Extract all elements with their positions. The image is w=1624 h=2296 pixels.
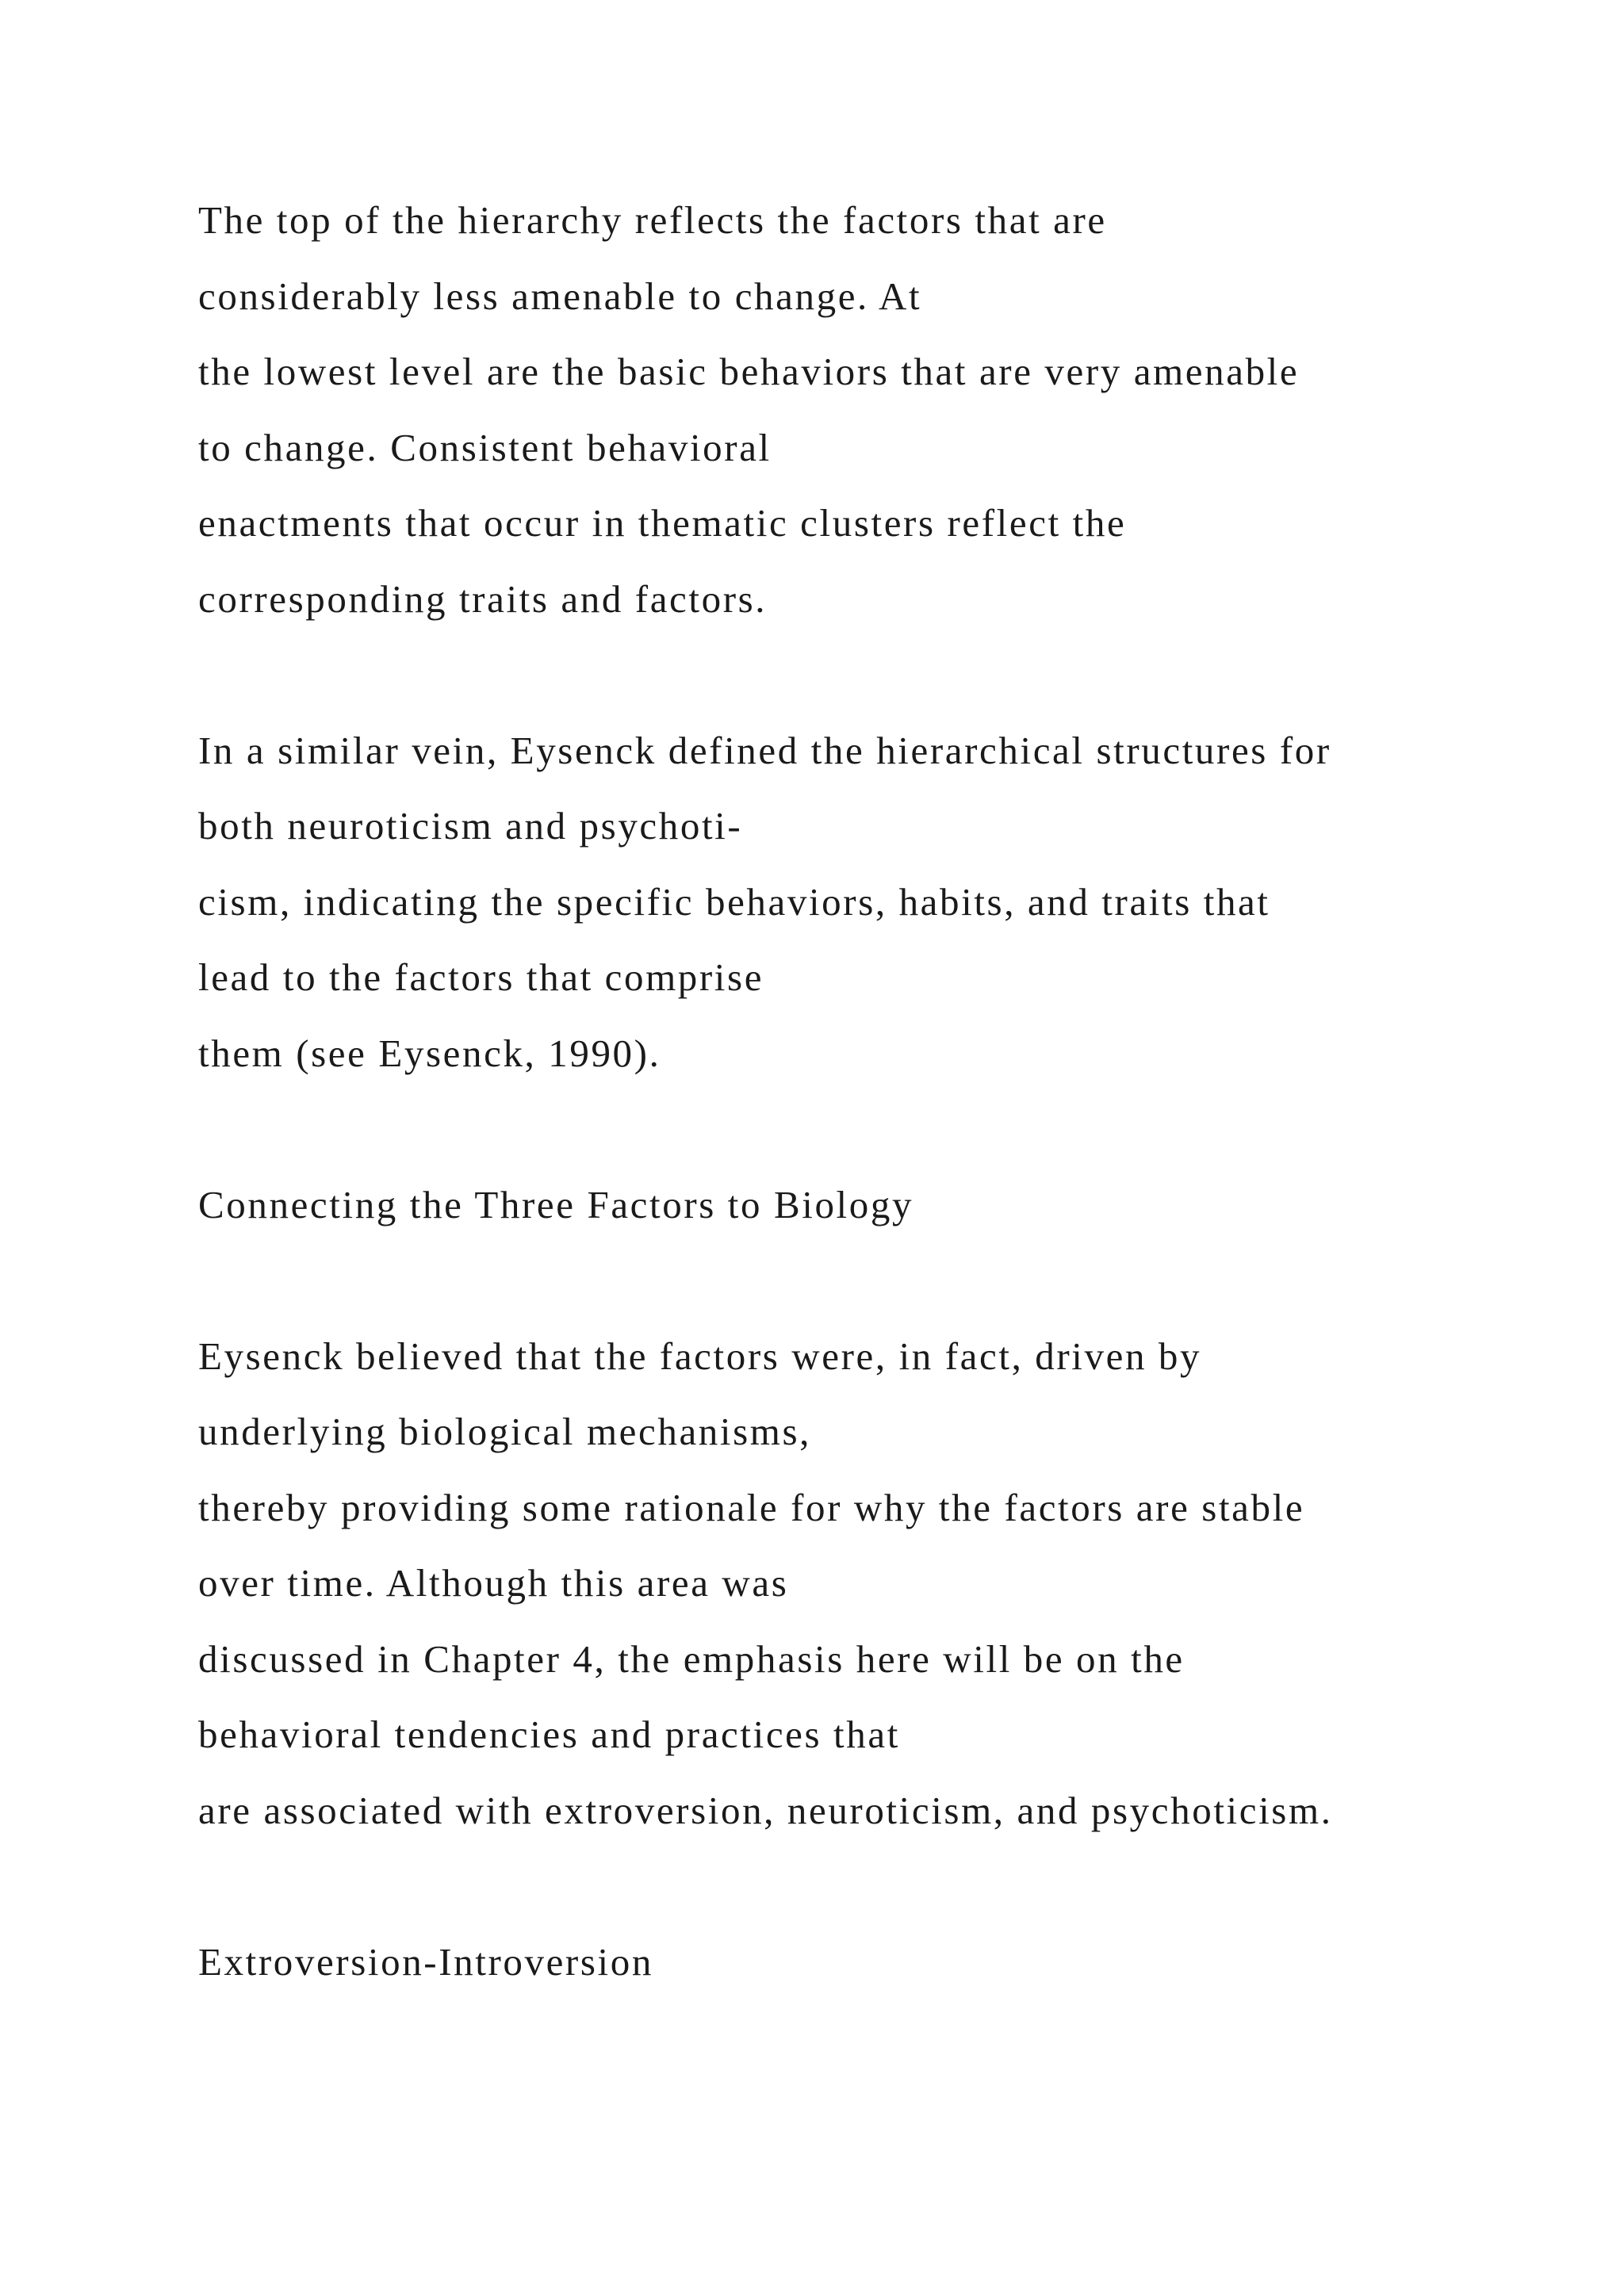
text-line: underlying biological mechanisms, [198, 1410, 812, 1453]
text-line: considerably less amenable to change. At [198, 274, 922, 318]
text-line: In a similar vein, Eysenck defined the hierarchical structures for [198, 728, 1331, 772]
paragraph-eysenck-hierarchical [198, 713, 1546, 1092]
text-line: Eysenck believed that the factors were, in fact, driven by [198, 1334, 1202, 1378]
text-line: are associated with extroversion, neuroticism, and psychoticism. [198, 1788, 1333, 1832]
text-line: discussed in Chapter 4, the emphasis here will be on the [198, 1636, 1185, 1681]
text-line: thereby providing some rationale for why the factors are stable [198, 1485, 1305, 1529]
paragraph-hierarchy-top [198, 182, 1546, 637]
paragraph-gap [198, 1848, 1546, 1924]
text-line: the lowest level are the basic behaviors that are very amenable [198, 350, 1300, 393]
paragraph-gap [198, 637, 1546, 713]
text-line: enactments that occur in thematic clusters reflect the [198, 501, 1127, 545]
paragraph-gap [198, 1242, 1546, 1318]
text-line: corresponding traits and factors. [198, 576, 768, 621]
section-heading: Extroversion-Introversion [198, 1939, 653, 1984]
document-body [198, 182, 1546, 1999]
text-line: over time. Although this area was [198, 1561, 789, 1605]
section-heading-biology [198, 1167, 1546, 1243]
text-line: The top of the hierarchy reflects the factors that are [198, 198, 1107, 242]
paragraph-biological-mechanisms [198, 1318, 1546, 1849]
text-line: both neuroticism and psychoti- [198, 804, 743, 848]
paragraph-gap [198, 1091, 1546, 1167]
text-line: cism, indicating the specific behaviors, habits, and traits that [198, 879, 1270, 924]
text-line: behavioral tendencies and practices that [198, 1712, 900, 1756]
section-heading: Connecting the Three Factors to Biology [198, 1182, 914, 1226]
text-line: lead to the factors that comprise [198, 955, 764, 999]
section-heading-extroversion [198, 1924, 1546, 2000]
text-line: them (see Eysenck, 1990). [198, 1031, 661, 1075]
text-line: to change. Consistent behavioral [198, 425, 772, 469]
